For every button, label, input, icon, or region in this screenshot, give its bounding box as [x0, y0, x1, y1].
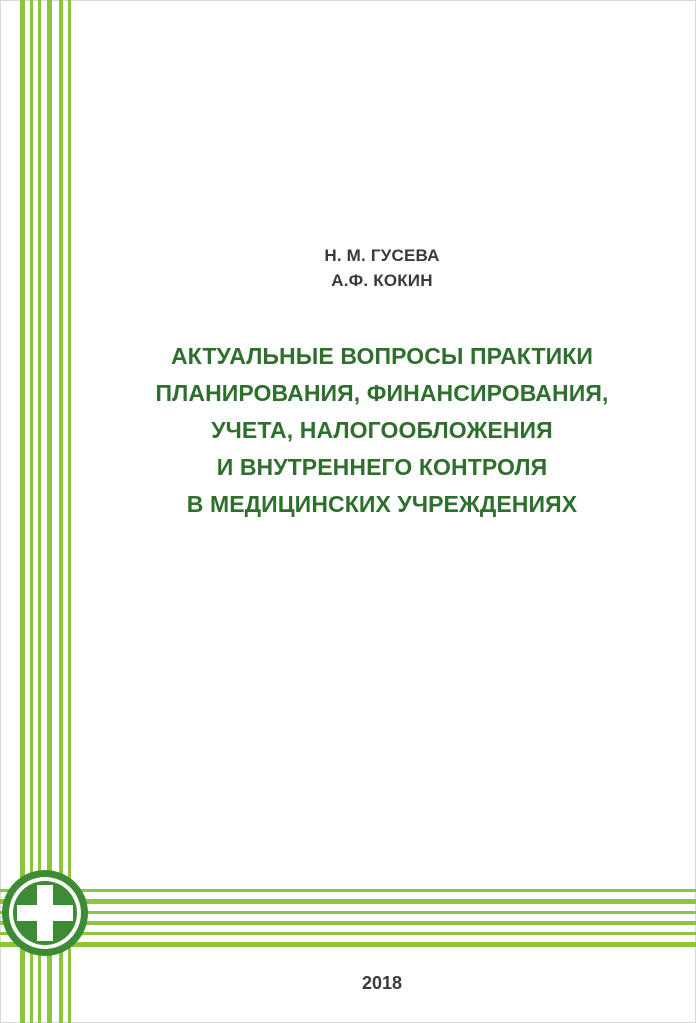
horizontal-stripe [0, 889, 696, 892]
title-line: И ВНУТРЕННЕГО КОНТРОЛЯ [216, 454, 548, 480]
horizontal-stripe [0, 932, 696, 935]
horizontal-stripe [0, 899, 696, 904]
horizontal-stripe [0, 921, 696, 925]
title-line: ПЛАНИРОВАНИЯ, ФИНАНСИРОВАНИЯ, [155, 380, 609, 406]
authors-block [0, 243, 696, 293]
author-name: А.Ф. КОКИН [331, 271, 433, 290]
title-line: АКТУАЛЬНЫЕ ВОПРОСЫ ПРАКТИКИ [170, 343, 594, 369]
title-line: УЧЕТА, НАЛОГООБЛОЖЕНИЯ [211, 417, 553, 443]
publication-year: 2018 [361, 973, 403, 993]
medical-cross-icon [0, 868, 90, 958]
title-line: В МЕДИЦИНСКИХ УЧРЕЖДЕНИЯХ [186, 491, 578, 517]
author-name: Н. М. ГУСЕВА [324, 246, 440, 265]
book-title [100, 338, 664, 523]
horizontal-stripe [0, 911, 696, 914]
horizontal-stripe [0, 942, 696, 947]
